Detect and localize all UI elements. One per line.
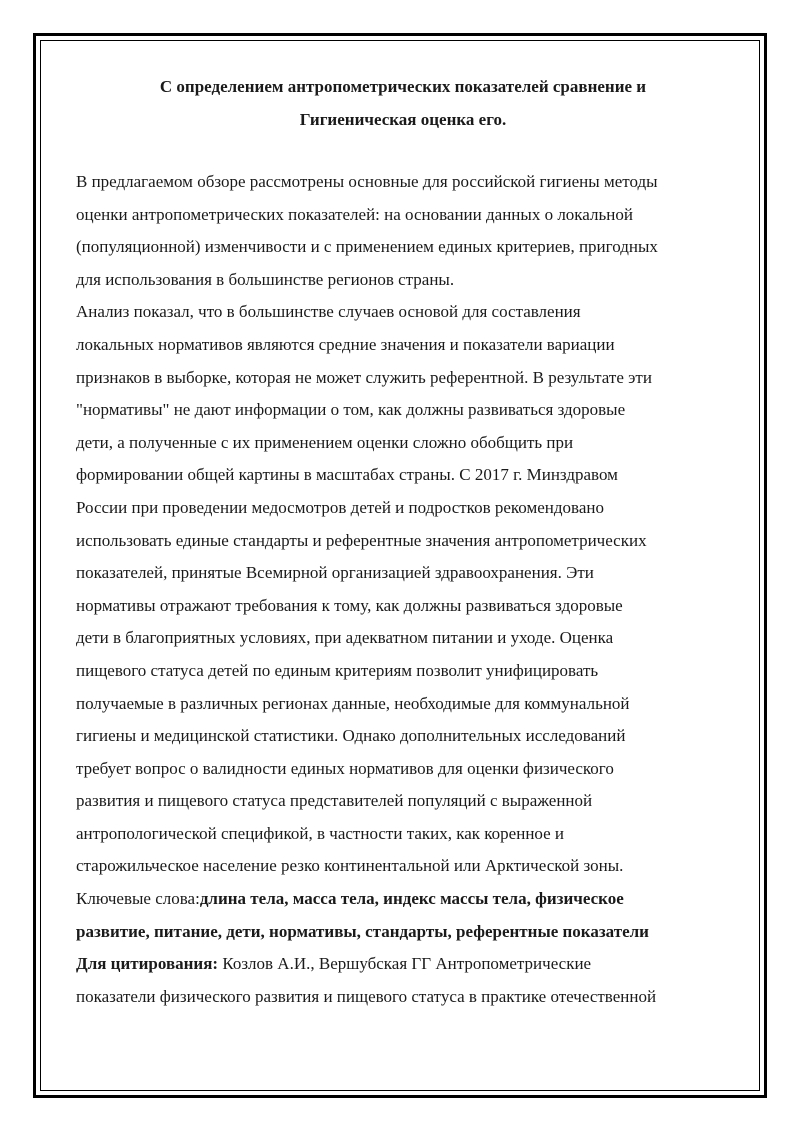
abstract-line: В предлагаемом обзоре рассмотрены основные для российской гигиены методы: [76, 172, 658, 191]
abstract-line: локальных нормативов являются средние значения и показатели вариации: [76, 334, 615, 354]
keywords-line-2: развитие, питание, дети, нормативы, стандарты, референтные показатели: [76, 921, 649, 941]
keywords-label: Ключевые слова:: [76, 889, 200, 909]
abstract-line: оценки антропометрических показателей: на основании данных о локальной: [76, 204, 633, 224]
abstract-line: старожильческое население резко континентальной или Арктической зоны.: [76, 856, 624, 876]
abstract-line: пищевого статуса детей по единым критериям позволит унифицировать: [76, 660, 599, 680]
abstract-line: дети в благоприятных условиях, при адекватном питании и уходе. Оценка: [76, 628, 614, 648]
document-content: [76, 70, 730, 1013]
abstract-line: России при проведении медосмотров детей и подростков рекомендовано: [76, 497, 604, 517]
abstract-line: Анализ показал, что в большинстве случаев основой для составления: [76, 302, 581, 322]
keywords-text-1: длина тела, масса тела, индекс массы тела, физическое: [199, 889, 624, 909]
abstract-line: развития и пищевого статуса представителей популяций с выраженной: [76, 791, 593, 811]
abstract-line: признаков в выборке, которая не может служить референтной. В результате эти: [76, 367, 652, 387]
title-line-2: Гигиеническая оценка его.: [299, 110, 507, 129]
abstract-line: гигиены и медицинской статистики. Однако дополнительных исследований: [76, 726, 626, 746]
abstract-body: [76, 166, 730, 1013]
abstract-line: формировании общей картины в масштабах страны. С 2017 г. Минздравом: [76, 465, 618, 485]
abstract-line: показателей, принятые Всемирной организацией здравоохранения. Эти: [76, 563, 594, 583]
abstract-line: (популяционной) изменчивости и с применением единых критериев, пригодных: [76, 237, 658, 257]
abstract-line: требует вопрос о валидности единых нормативов для оценки физического: [76, 758, 614, 778]
abstract-line: антропологической спецификой, в частности таких, как коренное и: [76, 823, 565, 843]
abstract-line: нормативы отражают требования к тому, как должны развиваться здоровые: [76, 595, 623, 615]
keywords-line-1: [76, 883, 730, 916]
title-line-1: С определением антропометрических показателей сравнение и: [159, 77, 647, 96]
abstract-line: для использования в большинстве регионов страны.: [76, 269, 455, 289]
abstract-line: получаемые в различных регионах данные, необходимые для коммунальной: [76, 693, 630, 713]
citation-text-1: Козлов А.И., Вершубская ГГ Антропометрические: [218, 954, 592, 974]
abstract-line: использовать единые стандарты и референтные значения антропометрических: [76, 530, 647, 550]
citation-line-2: показатели физического развития и пищевого статуса в практике отечественной: [76, 986, 657, 1006]
document-title: [76, 70, 730, 136]
citation-line-1: [76, 948, 730, 981]
citation-label: Для цитирования:: [76, 954, 219, 974]
abstract-line: "нормативы" не дают информации о том, как должны развиваться здоровые: [76, 400, 626, 420]
abstract-line: дети, а полученные с их применением оценки сложно обобщить при: [76, 432, 574, 452]
